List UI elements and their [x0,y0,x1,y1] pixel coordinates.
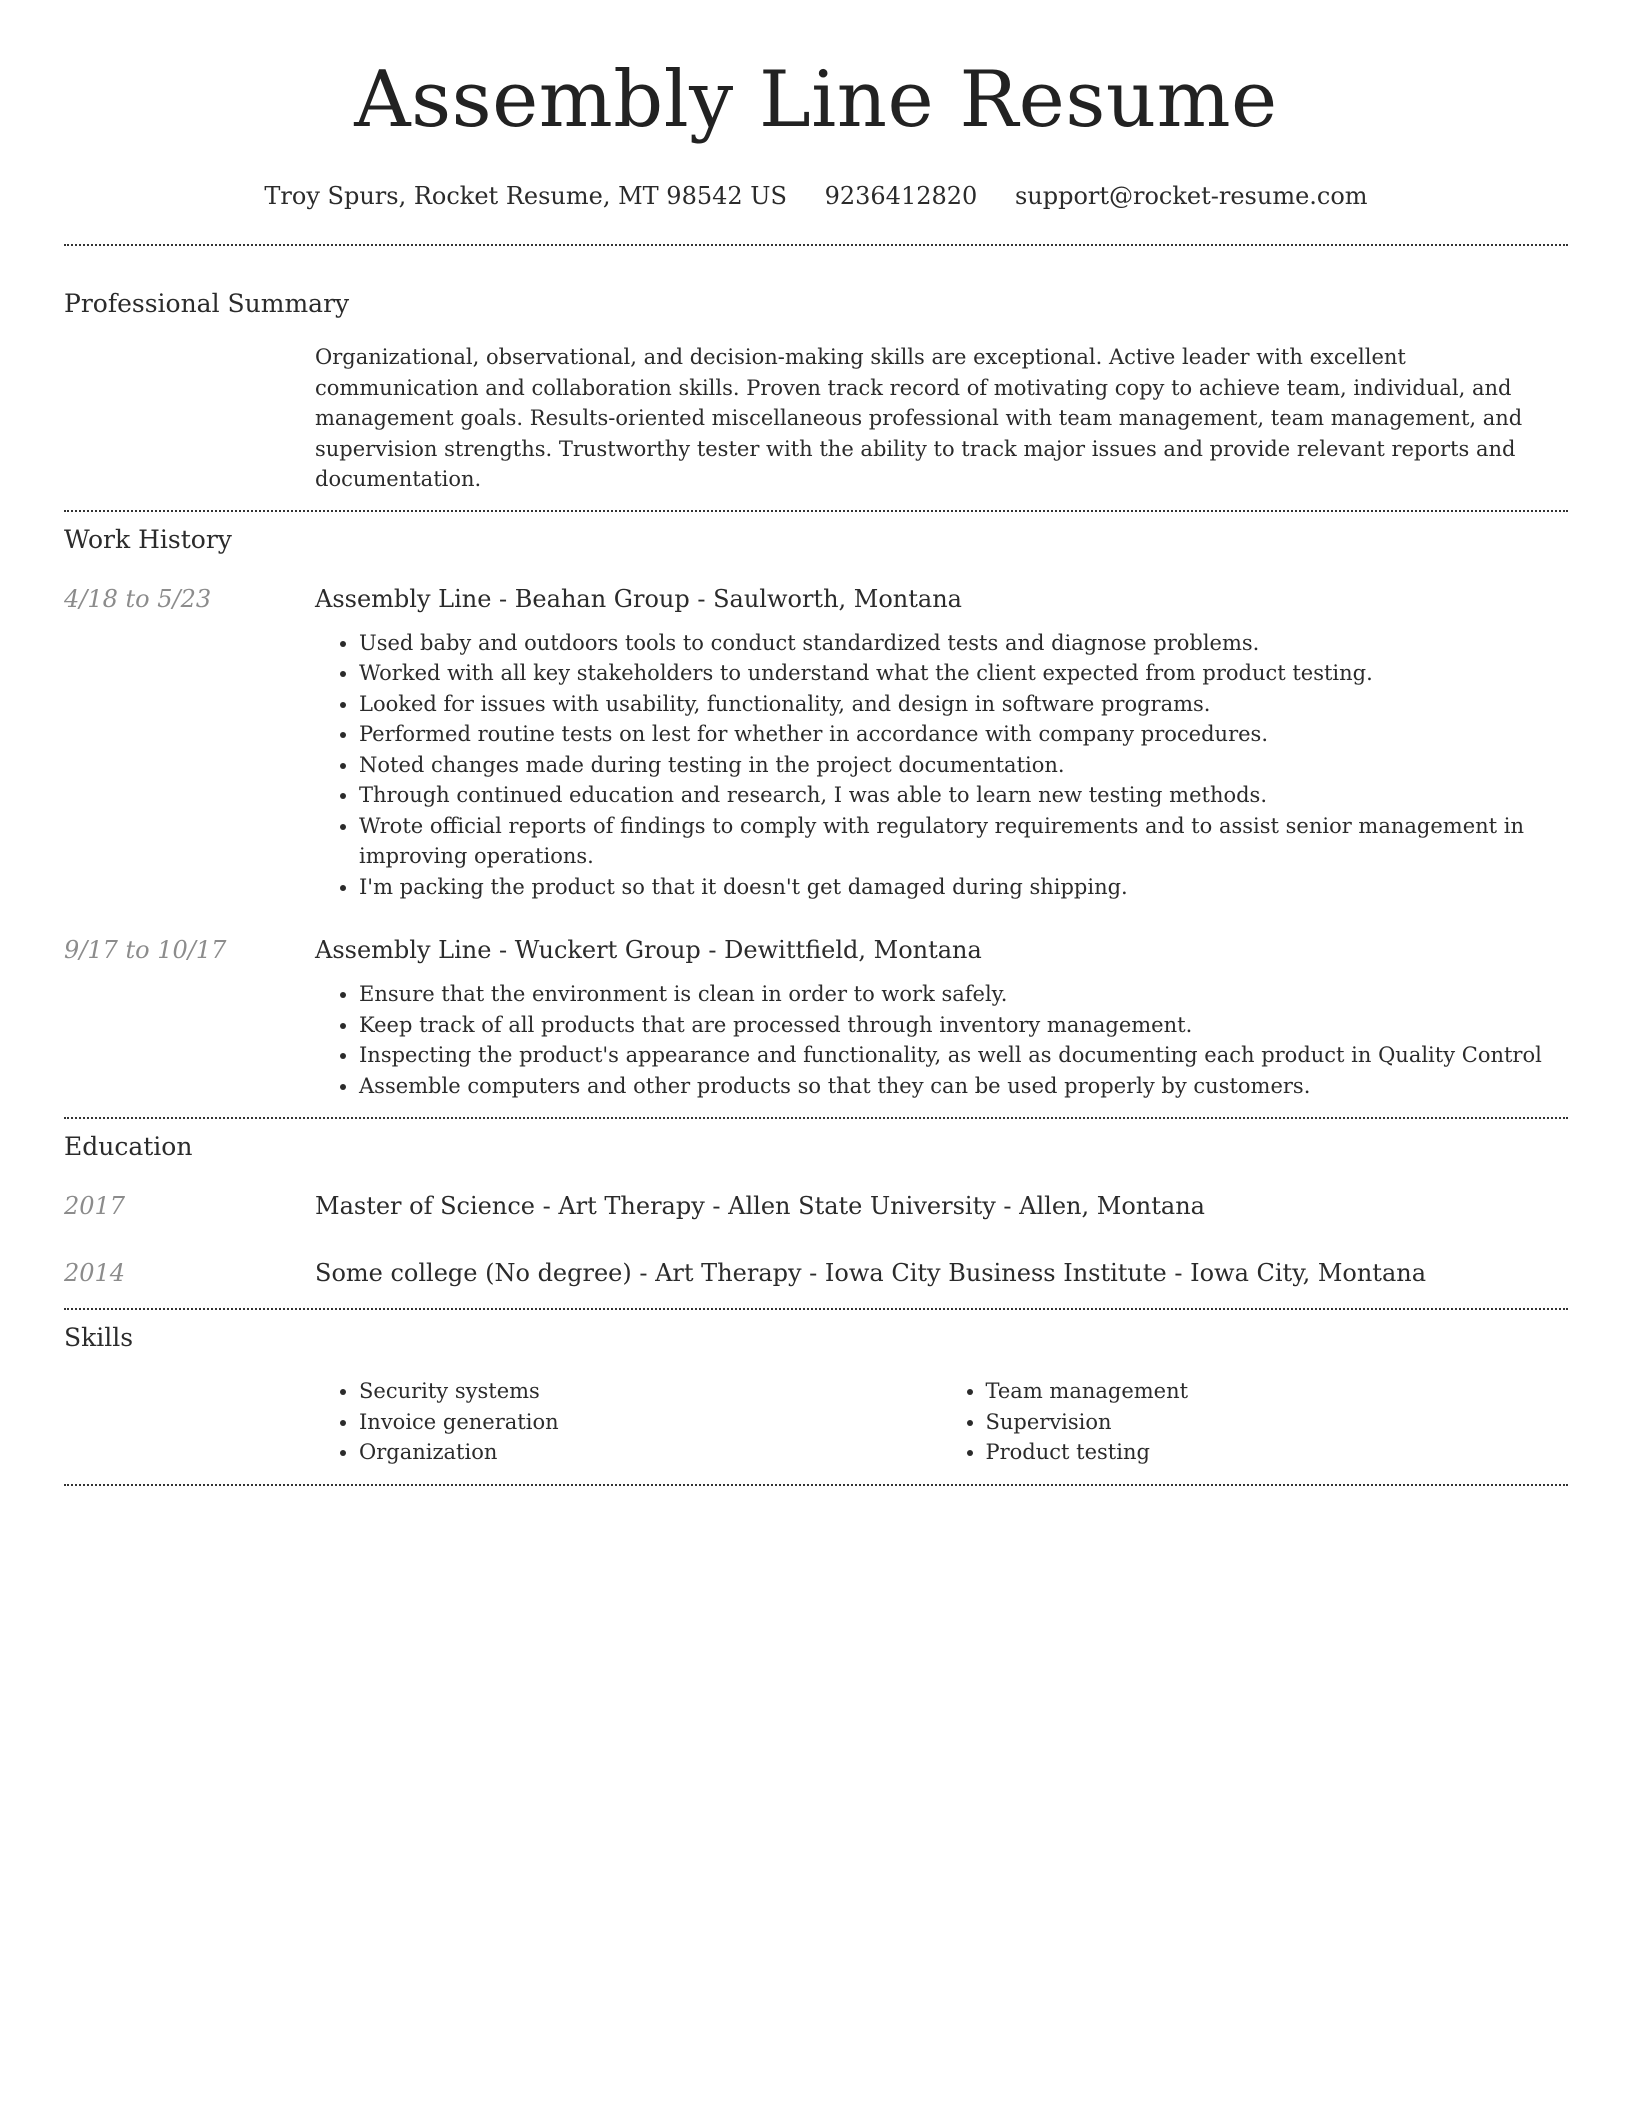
list-item: • Assemble computers and other products so that they can be used properly by customers. [359,1071,1568,1102]
job-dates: 4/18 to 5/23 [64,584,212,613]
summary-row [64,342,1568,495]
list-item: • Through continued education and research, I was able to learn new testing methods. [359,780,1568,811]
list-item: • Performed routine tests on lest for whether in accordance with company procedures. [359,719,1568,750]
list-item: • Inspecting the product's appearance and functionality, as well as documenting each product in Quality Control [359,1040,1568,1071]
summary-left-spacer [64,342,315,495]
list-item: • Security systems [359,1376,942,1407]
resume-title: Assembly Line Resume [354,55,1278,145]
job-dates: 9/17 to 10/17 [64,936,227,964]
education-year: 2014 [64,1259,126,1287]
divider [64,510,1568,512]
education-title: Some college (No degree) - Art Therapy - Iowa City Business Institute - Iowa City, Montana [315,1259,1427,1287]
job-bullets [315,979,1568,1101]
contact-phone: 9236412820 [824,182,978,210]
section-title-work: Work History [64,524,232,554]
list-item: • Wrote official reports of findings to comply with regulatory requirements and to assist senior management in improving operations. [359,811,1568,872]
job-title: Assembly Line - Beahan Group - Saulworth, Montana [315,584,962,613]
job-title: Assembly Line - Wuckert Group - Dewittfield, Montana [315,936,982,964]
education-title: Master of Science - Art Therapy - Allen State University - Allen, Montana [315,1192,1205,1220]
list-item: • Noted changes made during testing in the project documentation. [359,750,1568,781]
skills-row [64,1376,1568,1468]
list-item: • Keep track of all products that are processed through inventory management. [359,1010,1568,1041]
list-item: • Invoice generation [359,1407,942,1438]
summary-text: Organizational, observational, and decision-making skills are exceptional. Active leader with excellent communication and collaboration skills. Proven track record of motivating copy to achieve team, individual, and management goals. Results-oriented miscellaneous professional with team management, team management, and supervision strengths. Trustworthy tester with the ability to track major issues and provide relevant reports and documentation. [315,345,1523,491]
list-item: • Team management [986,1376,1569,1407]
section-title-summary: Professional Summary [64,289,350,318]
list-item: • Product testing [986,1437,1569,1468]
education-entry [64,1190,1568,1222]
divider [64,1117,1568,1119]
job-bullets [315,628,1568,903]
divider [64,1308,1568,1310]
list-item: • I'm packing the product so that it doesn't get damaged during shipping. [359,872,1568,903]
contact-email: support@rocket-resume.com [1014,182,1368,210]
job-entry [64,934,1568,1101]
list-item: • Worked with all key stakeholders to understand what the client expected from product testing. [359,658,1568,689]
list-item: • Ensure that the environment is clean in order to work safely. [359,979,1568,1010]
contact-address: Troy Spurs, Rocket Resume, MT 98542 US [264,182,787,210]
skills-list [315,1376,942,1468]
list-item: • Organization [359,1437,942,1468]
job-entry [64,583,1568,903]
list-item: • Used baby and outdoors tools to conduct standardized tests and diagnose problems. [359,628,1568,659]
contact-line [64,180,1568,212]
skills-columns [315,1376,1568,1468]
education-entry [64,1257,1568,1289]
list-item: • Looked for issues with usability, functionality, and design in software programs. [359,689,1568,720]
education-year: 2017 [64,1192,126,1220]
list-item: • Supervision [986,1407,1569,1438]
skills-left-spacer [64,1376,315,1468]
divider [64,1484,1568,1486]
section-title-education: Education [64,1132,193,1161]
divider [64,244,1568,246]
section-title-skills: Skills [64,1323,134,1352]
skills-list [942,1376,1569,1468]
